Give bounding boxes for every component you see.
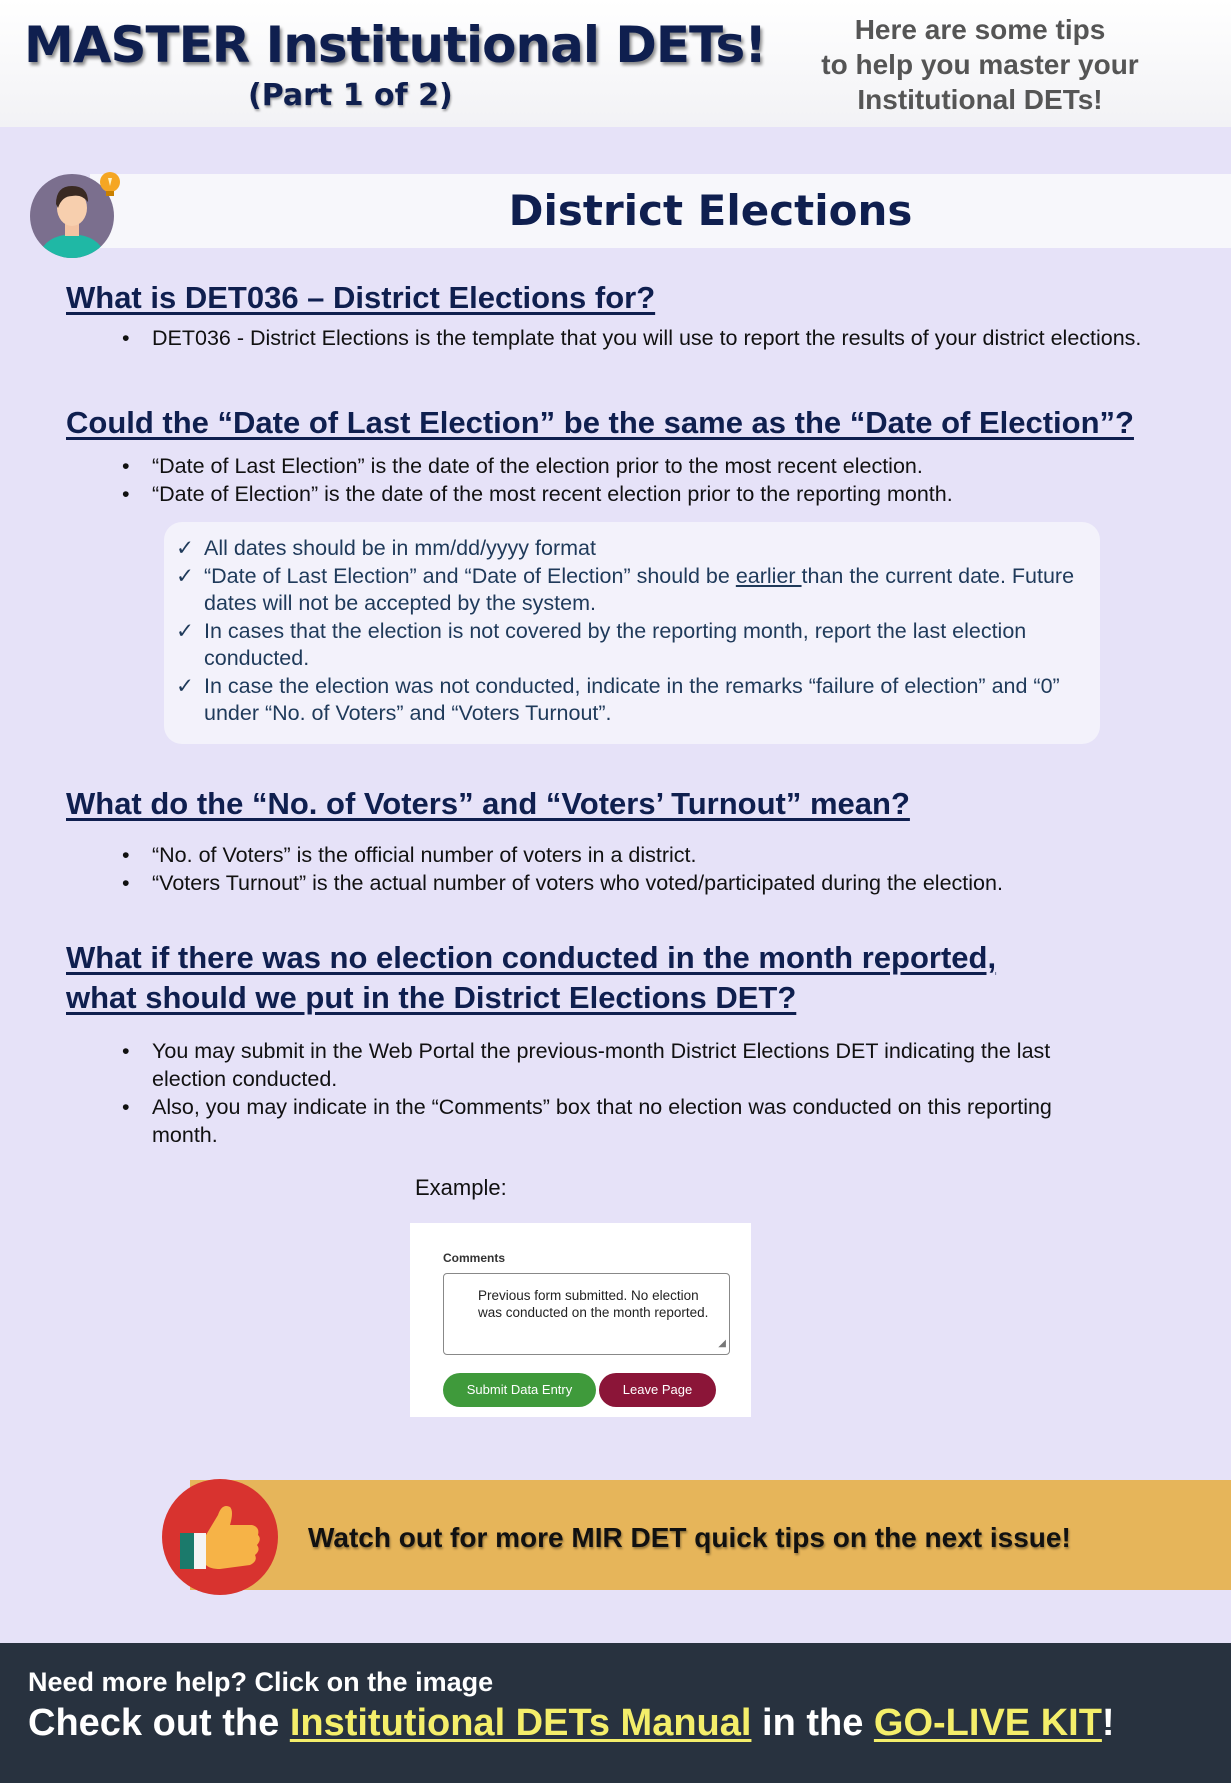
checklist-item: ✓ All dates should be in mm/dd/yyyy format [174,535,1094,563]
page-subtitle: (Part 1 of 2) [248,78,453,113]
check-icon: ✓ [176,536,195,560]
list-item: • “Date of Last Election” is the date of the election prior to the most recent election. [122,454,923,478]
question-det036: What is DET036 – District Elections for? [66,280,656,315]
notes-checklist [174,535,1094,728]
watch-out-text: Watch out for more MIR DET quick tips on the next issue! [308,1522,1071,1553]
check-out-line: Check out the Institutional DETs Manual in the GO-LIVE KIT! [28,1702,1115,1744]
check-icon: ✓ [176,673,195,698]
resize-grip-icon[interactable]: ◢ [718,1338,726,1349]
go-live-kit-link[interactable]: GO-LIVE KIT [873,1702,1102,1744]
tips-line-2: to help you master your [821,49,1139,80]
thumbs-up-icon [160,1477,280,1597]
check-icon: ✓ [176,618,195,643]
institutional-dets-manual-link[interactable]: Institutional DETs Manual [289,1702,752,1744]
help-text: Need more help? Click on the image [28,1667,494,1697]
checklist-item: ✓ In cases that the election is not covered by the reporting month, report the last election conducted. [176,618,1027,670]
tips-line-3: Institutional DETs! [857,84,1103,115]
answer-list-voters [122,841,1142,897]
checklist-item: ✓ “Date of Last Election” and “Date of Election” should be earlier than the current date. Future dates will not be accepted by the system. [176,563,1075,615]
answer-list-no-election [122,1037,1122,1149]
comments-textarea[interactable]: Previous form submitted. No election was conducted on the month reported. ◢ [443,1273,730,1355]
list-item: • “No. of Voters” is the official number of voters in a district. [122,843,697,867]
tips-line-1: Here are some tips [854,14,1106,45]
example-label: Example: [415,1175,507,1200]
list-item: • “Voters Turnout” is the actual number of voters who voted/participated during the election. [122,871,1003,895]
example-form [410,1223,751,1417]
list-item: • You may submit in the Web Portal the previous-month District Elections DET indicating the last election conducted. [122,1039,1051,1091]
comments-label: Comments [443,1251,506,1265]
tips-text [790,12,1170,117]
list-item: • “Date of Election” is the date of the most recent election prior to the reporting month. [122,482,953,506]
question-no-election-line-1: What if there was no election conducted in the month reported, [66,940,997,975]
leave-page-button[interactable]: Leave Page [599,1373,716,1407]
question-no-election-line-2: what should we put in the District Elections DET? [66,980,797,1015]
question-voters: What do the “No. of Voters” and “Voters’ Turnout” mean? [66,786,910,821]
section-banner [90,174,1231,248]
question-date-of-election: Could the “Date of Last Election” be the same as the “Date of Election”? [66,405,1134,440]
page-title: MASTER Institutional DETs! [24,16,767,74]
user-lightbulb-icon [30,166,124,260]
submit-data-entry-button[interactable]: Submit Data Entry [443,1373,596,1407]
checklist-item: ✓ In case the election was not conducted, indicate in the remarks “failure of election” and “0” under “No. of Voters” and “Voters Turnout”. [176,673,1060,725]
answer-list-det036 [122,324,1142,352]
section-title: District Elections [508,186,913,235]
list-item: • Also, you may indicate in the “Comments” box that no election was conducted on this reporting month. [122,1095,1052,1147]
check-icon: ✓ [176,563,195,588]
answer-list-date-of-election [122,452,1142,508]
list-item: • DET036 - District Elections is the template that you will use to report the results of your district elections. [122,326,1142,350]
